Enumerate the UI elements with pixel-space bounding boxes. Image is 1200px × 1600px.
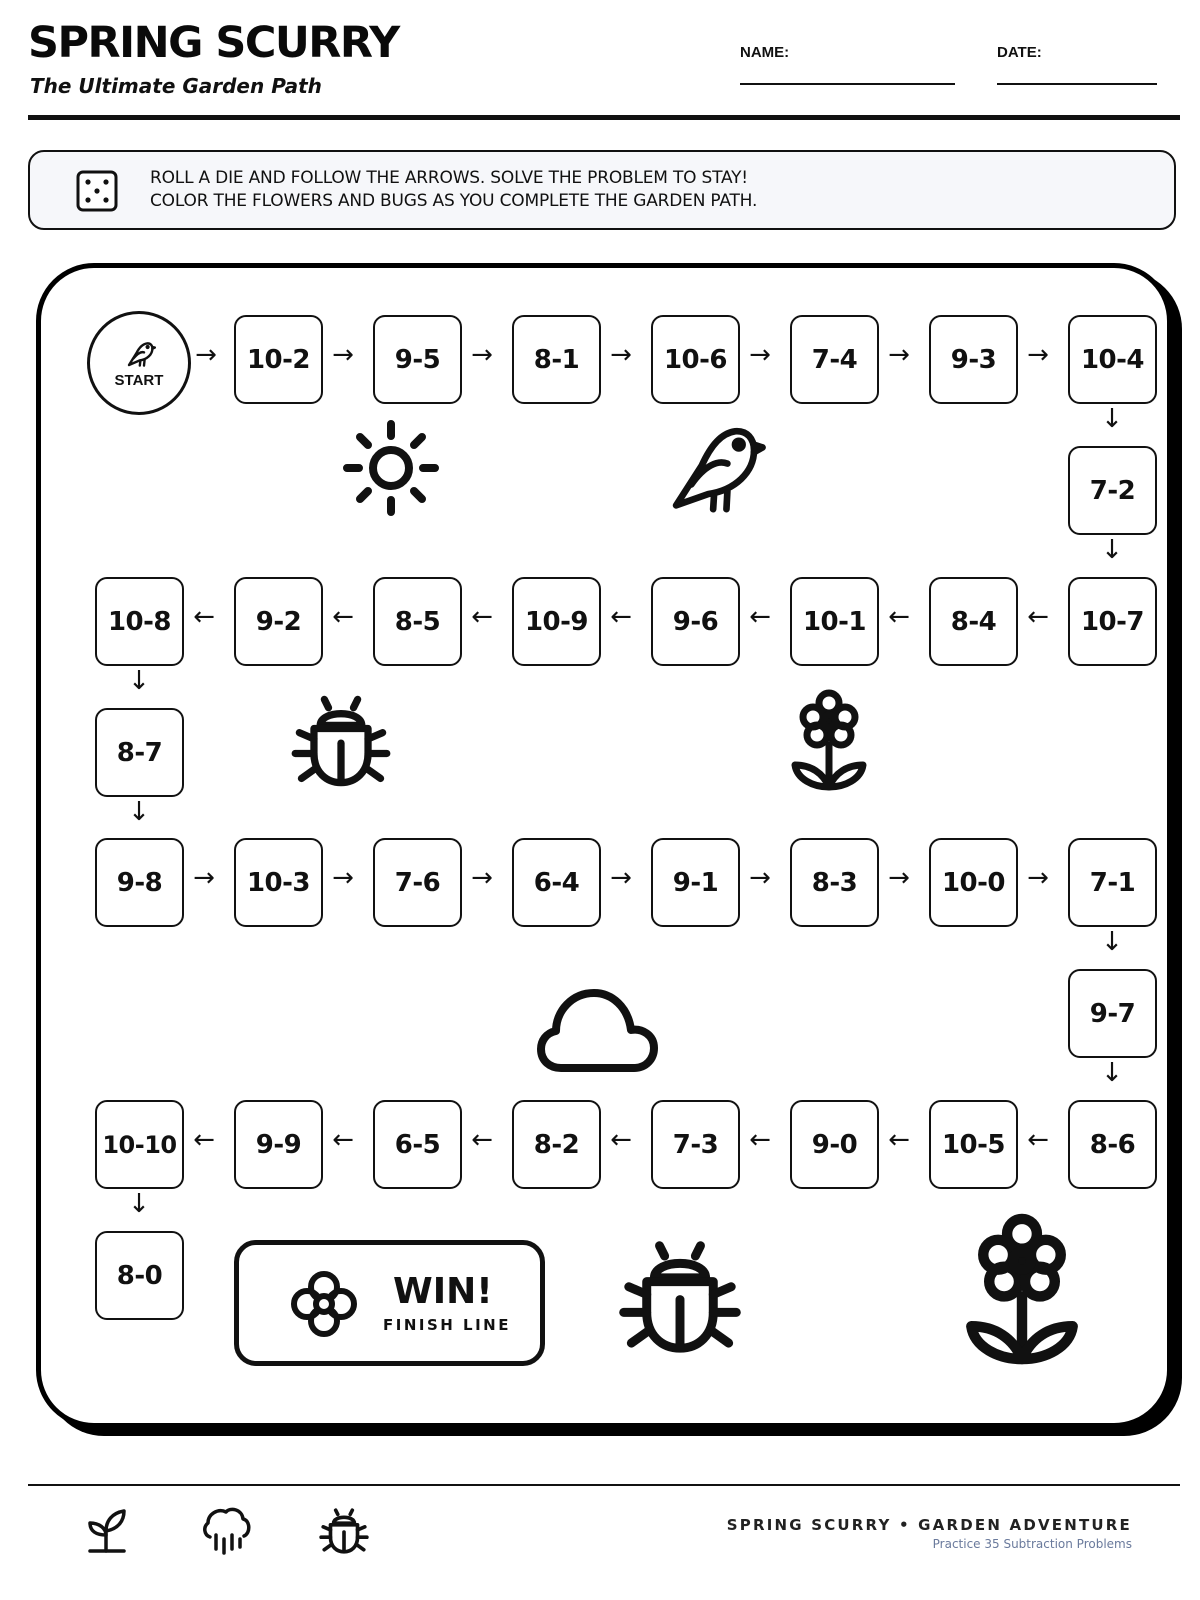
date-field[interactable] [997, 83, 1157, 85]
cloud-icon [536, 983, 661, 1078]
arrow-left-icon: ← [749, 1125, 771, 1155]
arrow-right-icon: → [888, 340, 910, 370]
sun-icon [341, 418, 441, 518]
path-tile[interactable]: 8-6 [1068, 1100, 1157, 1189]
path-tile[interactable]: 10-2 [234, 315, 323, 404]
path-tile[interactable]: 6-4 [512, 838, 601, 927]
arrow-left-icon: ← [193, 1125, 215, 1155]
path-tile[interactable]: 7-1 [1068, 838, 1157, 927]
path-tile[interactable]: 9-5 [373, 315, 462, 404]
path-tile[interactable]: 10-10 [95, 1100, 184, 1189]
path-tile[interactable]: 9-6 [651, 577, 740, 666]
path-tile[interactable]: 6-5 [373, 1100, 462, 1189]
arrow-down-icon: ↓ [1101, 1058, 1123, 1088]
path-tile[interactable]: 7-6 [373, 838, 462, 927]
arrow-right-icon: → [610, 340, 632, 370]
path-tile[interactable]: 10-7 [1068, 577, 1157, 666]
path-tile[interactable]: 9-9 [234, 1100, 323, 1189]
arrow-left-icon: ← [332, 602, 354, 632]
path-tile[interactable]: 10-1 [790, 577, 879, 666]
arrow-left-icon: ← [1027, 602, 1049, 632]
instruction-line-1: ROLL A DIE AND FOLLOW THE ARROWS. SOLVE THE PROBLEM TO STAY! [150, 168, 748, 188]
bug-icon [616, 1233, 744, 1361]
arrow-right-icon: → [471, 340, 493, 370]
name-label: NAME: [740, 44, 790, 61]
path-tile[interactable]: 8-2 [512, 1100, 601, 1189]
bug-icon [289, 689, 393, 793]
arrow-right-icon: → [888, 863, 910, 893]
arrow-left-icon: ← [1027, 1125, 1049, 1155]
flower-icon [789, 689, 869, 793]
arrow-right-icon: → [1027, 340, 1049, 370]
sprout-icon [84, 1505, 130, 1555]
arrow-left-icon: ← [332, 1125, 354, 1155]
path-tile[interactable]: 10-6 [651, 315, 740, 404]
arrow-down-icon: ↓ [128, 1189, 150, 1219]
dice-icon [75, 169, 119, 213]
path-tile[interactable]: 9-8 [95, 838, 184, 927]
instructions-box [28, 150, 1176, 230]
path-tile[interactable]: 10-0 [929, 838, 1018, 927]
path-tile[interactable]: 7-2 [1068, 446, 1157, 535]
footer-divider [28, 1484, 1180, 1486]
arrow-down-icon: ↓ [1101, 404, 1123, 434]
footer-subtitle: Practice 35 Subtraction Problems [932, 1537, 1132, 1551]
arrow-left-icon: ← [471, 602, 493, 632]
finish-title: WIN! [393, 1271, 493, 1312]
path-tile[interactable]: 9-2 [234, 577, 323, 666]
instruction-line-2: COLOR THE FLOWERS AND BUGS AS YOU COMPLETE THE GARDEN PATH. [150, 191, 758, 211]
path-tile[interactable]: 7-3 [651, 1100, 740, 1189]
arrow-right-icon: → [749, 340, 771, 370]
arrow-right-icon: → [195, 340, 217, 370]
arrow-right-icon: → [749, 863, 771, 893]
start-space[interactable] [87, 311, 191, 415]
arrow-right-icon: → [332, 863, 354, 893]
date-label: DATE: [997, 44, 1042, 61]
path-tile[interactable]: 8-7 [95, 708, 184, 797]
path-tile[interactable]: 8-4 [929, 577, 1018, 666]
path-tile[interactable]: 10-8 [95, 577, 184, 666]
page-subtitle: The Ultimate Garden Path [30, 74, 322, 98]
path-tile[interactable]: 9-7 [1068, 969, 1157, 1058]
path-tile[interactable]: 8-0 [95, 1231, 184, 1320]
arrow-down-icon: ↓ [128, 666, 150, 696]
path-tile[interactable]: 8-5 [373, 577, 462, 666]
path-tile[interactable]: 10-5 [929, 1100, 1018, 1189]
arrow-right-icon: → [193, 863, 215, 893]
rain-cloud-icon [200, 1505, 252, 1555]
arrow-right-icon: → [1027, 863, 1049, 893]
arrow-left-icon: ← [888, 602, 910, 632]
path-tile[interactable]: 10-3 [234, 838, 323, 927]
bug-icon [318, 1505, 370, 1557]
flower-icon [962, 1213, 1082, 1368]
path-tile[interactable]: 8-1 [512, 315, 601, 404]
name-field[interactable] [740, 83, 955, 85]
arrow-down-icon: ↓ [128, 797, 150, 827]
bird-icon [666, 418, 766, 513]
arrow-left-icon: ← [471, 1125, 493, 1155]
bird-icon [124, 338, 158, 368]
path-tile[interactable]: 10-9 [512, 577, 601, 666]
path-tile[interactable]: 9-3 [929, 315, 1018, 404]
arrow-left-icon: ← [610, 602, 632, 632]
path-tile[interactable]: 9-1 [651, 838, 740, 927]
arrow-right-icon: → [332, 340, 354, 370]
start-label: START [114, 372, 164, 389]
path-tile[interactable]: 9-0 [790, 1100, 879, 1189]
game-board [36, 263, 1172, 1428]
path-tile[interactable]: 10-4 [1068, 315, 1157, 404]
flower-icon [289, 1269, 359, 1339]
footer-title: SPRING SCURRY • GARDEN ADVENTURE [726, 1516, 1132, 1534]
arrow-down-icon: ↓ [1101, 927, 1123, 957]
path-tile[interactable]: 8-3 [790, 838, 879, 927]
arrow-left-icon: ← [610, 1125, 632, 1155]
arrow-right-icon: → [471, 863, 493, 893]
arrow-left-icon: ← [193, 602, 215, 632]
arrow-down-icon: ↓ [1101, 535, 1123, 565]
arrow-left-icon: ← [749, 602, 771, 632]
arrow-right-icon: → [610, 863, 632, 893]
page-title: SPRING SCURRY [28, 18, 399, 68]
finish-space[interactable] [234, 1240, 545, 1366]
header-divider [28, 115, 1180, 120]
path-tile[interactable]: 7-4 [790, 315, 879, 404]
arrow-left-icon: ← [888, 1125, 910, 1155]
finish-subtitle: FINISH LINE [383, 1316, 511, 1334]
